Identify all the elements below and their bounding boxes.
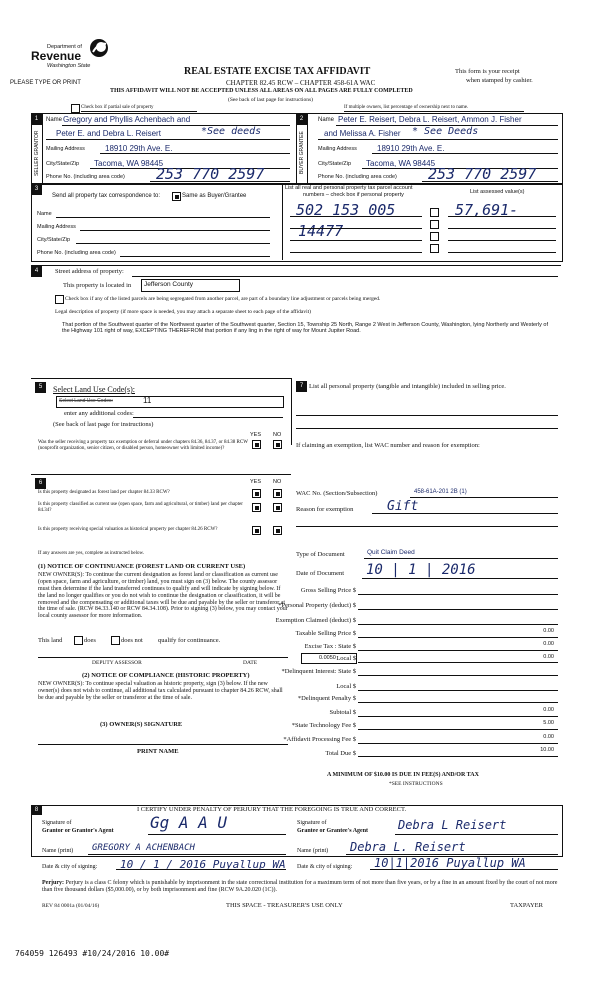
grantee-name-label: Name (print): [297, 848, 329, 854]
grantee-date-city[interactable]: 10|1|2016 Puyallup WA: [374, 856, 526, 870]
fee-personal-label: *Personal Property (deduct) $: [278, 602, 356, 609]
fee-excise-local-label: Local $: [336, 655, 356, 662]
section-6-badge: 6: [35, 478, 46, 489]
historic-no-checkbox[interactable]: [273, 526, 282, 535]
doc-date-label: Date of Document: [296, 570, 345, 577]
grantee-sig-label-1: Signature of: [297, 820, 327, 826]
personal-property-list-label: List all personal property (tangible and intangible) included in selling price.: [309, 383, 506, 390]
doc-type-label: Type of Document: [296, 551, 345, 558]
current-use-question: Is this property classified as current use (open space, farm and agricultural, or timber) land per chapter 84.34?: [38, 502, 243, 513]
fee-exemption-label: Exemption Claimed (deduct) $: [275, 617, 356, 624]
seller-name-1[interactable]: Gregory and Phyllis Achenbach and: [63, 115, 191, 124]
s3-phone-label: Phone No. (including area code): [37, 250, 116, 256]
personal-property-checkbox-1[interactable]: [430, 208, 439, 217]
section-3-badge: 3: [31, 183, 42, 195]
s6-no: NO: [273, 479, 282, 485]
land-use-select-placeholder: Select Land Use Codes:: [59, 398, 113, 404]
county-value: Jefferson County: [144, 281, 194, 288]
certify-statement: I CERTIFY UNDER PENALTY OF PERJURY THAT THE FOREGOING IS TRUE AND CORRECT.: [137, 806, 407, 813]
fee-taxable-value[interactable]: 0.00: [543, 628, 554, 634]
buyer-mailing[interactable]: 18910 29th Ave. E.: [377, 144, 445, 153]
this-land-label: This land: [38, 637, 63, 644]
buyer-name-2[interactable]: and Melissa A. Fisher: [324, 129, 401, 138]
section-2-badge: 2: [296, 113, 307, 125]
exempt-no-checkbox[interactable]: [273, 440, 282, 449]
partial-sale-checkbox[interactable]: [71, 104, 80, 113]
personal-property-checkbox-2[interactable]: [430, 220, 439, 229]
dept-line2: Revenue: [31, 49, 82, 63]
seller-city-label: City/State/Zip: [46, 161, 80, 167]
treasurer-stamp: 764059 126493 #10/24/2016 10.00#: [15, 949, 170, 958]
land-does-label: does: [84, 637, 96, 644]
section-4-badge: 4: [31, 265, 42, 277]
s5-no: NO: [273, 432, 282, 438]
assessed-header: List assessed value(s): [470, 189, 525, 195]
dept-line3: Washington State: [47, 63, 91, 69]
land-use-code: 11: [143, 396, 152, 405]
buyer-phone[interactable]: 253 770 2597: [428, 165, 537, 183]
forest-yes-checkbox[interactable]: [252, 489, 261, 498]
grantor-name-print[interactable]: GREGORY A ACHENBACH: [92, 843, 195, 853]
fee-delinquent-local-label: Local $: [336, 683, 356, 690]
fee-technology-label: *State Technology Fee $: [291, 722, 356, 729]
parcel-header-2: numbers – check box if personal property: [303, 192, 404, 198]
seller-see-deeds: *See deeds: [201, 126, 262, 137]
treasurer-space: THIS SPACE - TREASURER'S USE ONLY: [226, 902, 343, 909]
fee-taxable-label: Taxable Selling Price $: [295, 630, 356, 637]
section-5-badge: 5: [35, 382, 46, 393]
exempt-yes-checkbox[interactable]: [252, 440, 261, 449]
fee-gross-label: Gross Selling Price $: [300, 587, 356, 594]
owner-signature-label: (3) OWNER(S) SIGNATURE: [100, 721, 183, 728]
doc-date[interactable]: 10 | 1 | 2016: [366, 562, 476, 578]
personal-property-checkbox-3[interactable]: [430, 232, 439, 241]
perjury-text: Perjury is a class C felony which is punishable by imprisonment in the state correctional institution for a maximum term of not more than five years, or by a fine in an amount fixed by the court of not more than five thousand dollars ($5,000.00), or by both imprisonment and fine (RCW 9A.20.020 (1C)).: [42, 880, 558, 893]
buyer-see-deeds: * See Deeds: [412, 126, 479, 137]
seller-city[interactable]: Tacoma, WA 98445: [94, 159, 164, 168]
minimum-due-line1: A MINIMUM OF $10.00 IS DUE IN FEE(S) AND/OR TAX: [327, 772, 479, 778]
s5-yes: YES: [250, 432, 262, 438]
fee-processing-value[interactable]: 0.00: [543, 734, 554, 740]
land-does-checkbox[interactable]: [74, 636, 83, 645]
dept-line1: Department of: [47, 44, 82, 50]
fee-total-value[interactable]: 10.00: [540, 747, 554, 753]
if-any-yes: If any answers are yes, complete as instructed below.: [38, 551, 145, 556]
buyer-grantee-side: BUYER GRANTEE: [299, 131, 305, 175]
historic-yes-checkbox[interactable]: [252, 526, 261, 535]
buyer-city-label: City/State/Zip: [318, 161, 352, 167]
doc-type[interactable]: Quit Claim Deed: [367, 549, 415, 556]
fee-processing-label: *Affidavit Processing Fee $: [283, 736, 356, 743]
same-as-buyer-checkbox[interactable]: [172, 192, 181, 201]
deputy-assessor-label: DEPUTY ASSESSOR: [92, 660, 142, 666]
grantee-signature[interactable]: Debra L Reisert: [398, 818, 507, 832]
street-address-label: Street address of property:: [55, 268, 124, 275]
grantee-sig-label-2: Grantee or Grantee's Agent: [297, 828, 369, 834]
segregated-checkbox[interactable]: [55, 295, 64, 304]
grantor-signature[interactable]: Gg A A U: [150, 813, 228, 832]
chapter-line: CHAPTER 82.45 RCW – CHAPTER 458-61A WAC: [226, 79, 376, 87]
grantee-name-print[interactable]: Debra L. Reisert: [350, 840, 466, 854]
fee-subtotal-label: Subtotal $: [329, 709, 356, 716]
fee-delinquent-state-label: *Delinquent Interest: State $: [281, 668, 356, 675]
see-back-line: (See back of last page for instructions): [228, 97, 313, 103]
forest-no-checkbox[interactable]: [273, 489, 282, 498]
seller-phone-label: Phone No. (including area code): [46, 174, 125, 180]
fee-subtotal-value[interactable]: 0.00: [543, 707, 554, 713]
form-title: REAL ESTATE EXCISE TAX AFFIDAVIT: [184, 66, 371, 77]
grantor-sig-label-1: Signature of: [42, 820, 72, 826]
receipt-line1: This form is your receipt: [455, 68, 520, 75]
revenue-logo-icon: [89, 38, 109, 58]
personal-property-checkbox-4[interactable]: [430, 244, 439, 253]
same-as-buyer-label: Same as Buyer/Grantee: [182, 193, 247, 199]
seller-mailing-label: Mailing Address: [46, 146, 85, 152]
qualify-label: qualify for continuance.: [158, 637, 221, 644]
parcel-header-1: List all real and personal property tax parcel account: [285, 185, 413, 191]
fee-excise-state-label: Excise Tax : State $: [304, 643, 356, 650]
buyer-city[interactable]: Tacoma, WA 98445: [366, 159, 436, 168]
s3-mailing-label: Mailing Address: [37, 224, 76, 230]
legal-desc-label: Legal description of property (if more space is needed, you may attach a separate sheet to each page of the affidavit): [55, 309, 311, 315]
grantor-date-city-label: Date & city of signing:: [42, 864, 98, 870]
not-accepted-line: THIS AFFIDAVIT WILL NOT BE ACCEPTED UNLESS ALL AREAS ON ALL PAGES ARE FULLY COMPLETED: [110, 88, 413, 94]
receipt-line2: when stamped by cashier.: [466, 77, 533, 84]
fee-technology-value[interactable]: 5.00: [543, 720, 554, 726]
historic-question: Is this property receiving special valuation as historical property per chapter 84.26 RCW?: [38, 527, 218, 532]
wac-number[interactable]: 458-61A-201 2B (1): [414, 489, 467, 495]
local-rate-value: 0.0050: [319, 655, 336, 661]
claiming-exemption-label: If claiming an exemption, list WAC number and reason for exemption:: [296, 442, 480, 449]
notice-compliance-text: NEW OWNER(S): To continue special valuation as historic property, sign (3) below. If the new owner(s) does not wish to continue, all additional tax calculated pursuant to chapter 84.26 RCW, shall be due and payable by the seller or transferor at the time of sale.: [38, 681, 283, 701]
fee-total-label: Total Due $: [325, 750, 356, 757]
exemption-reason-label: Reason for exemption: [296, 506, 354, 513]
section-1-badge: 1: [31, 113, 42, 125]
parcel-1[interactable]: 502 153 005: [296, 201, 396, 219]
current-use-no-checkbox[interactable]: [273, 503, 282, 512]
print-name-label: PRINT NAME: [137, 748, 179, 755]
s3-city-label: City/State/Zip: [37, 237, 71, 243]
seller-grantor-side: SELLER GRANTOR: [34, 130, 40, 176]
section-7-badge: 7: [296, 381, 307, 392]
rev-form-number: REV 84 0001a (01/04/16): [42, 903, 100, 909]
seller-name-label: Name: [46, 117, 63, 123]
partial-sale-label: Check box if partial sale of property: [81, 105, 154, 110]
grantor-name-label: Name (print): [42, 848, 74, 854]
grantee-date-city-label: Date & city of signing:: [297, 864, 353, 870]
buyer-name-1[interactable]: Peter E. Reisert, Debra L. Reisert, Ammon J. Fisher: [338, 115, 522, 124]
exemption-question: Was the seller receiving a property tax exemption or deferral under chapters 84.36, 84.37, or 84.38 RCW (nonprofit organization, senior citizen, or disabled person, homeowner with limited income)?: [38, 440, 248, 451]
notice-compliance-title: (2) NOTICE OF COMPLIANCE (HISTORIC PROPERTY): [82, 672, 250, 679]
s5-see-back: (See back of last page for instructions): [53, 421, 154, 428]
s6-yes: YES: [250, 479, 262, 485]
land-does-not-label: does not: [121, 637, 143, 644]
select-land-use-label: Select Land Use Code(s):: [53, 385, 135, 394]
seller-mailing[interactable]: 18910 29th Ave. E.: [105, 144, 173, 153]
send-correspondence: Send all property tax correspondence to:: [52, 193, 161, 199]
assessed-1[interactable]: 57,691-: [455, 201, 519, 219]
seller-phone[interactable]: 253 770 2597: [156, 165, 265, 183]
minimum-due-line2: *SEE INSTRUCTIONS: [389, 781, 443, 787]
multiple-owners-note: If multiple owners, list percentage of ownership next to name.: [344, 105, 469, 110]
owner-signature-line[interactable]: [38, 744, 288, 745]
buyer-name-label: Name: [318, 117, 335, 123]
perjury-note: [42, 880, 562, 894]
current-use-yes-checkbox[interactable]: [252, 503, 261, 512]
buyer-phone-label: Phone No. (including area code): [318, 174, 397, 180]
land-does-not-checkbox[interactable]: [111, 636, 120, 645]
county-field[interactable]: [141, 279, 240, 292]
forest-land-question: Is this property designated as forest land per chapter 84.33 RCW?: [38, 490, 170, 495]
located-in-label: This property is located in: [63, 282, 132, 289]
notice-continuance-text: NEW OWNER(S): To continue the current designation as forest land or classification as current use (open space, farm and agriculture, or timber) land, you must sign on (3) below. The county assessor must then determine if the land transferred continues to qualify and will indicate by signing below. If the land no longer qualifies or you do not wish to continue the designation or classification, it will be removed and the compensating or additional taxes will be due and payable by the seller or transferor at the time of sale. (RCW 84.33.140 or RCW 84.34.108). Prior to signing (3) below, you may contact your local county assessor for more information.: [38, 572, 288, 620]
land-use-select[interactable]: [56, 396, 284, 408]
fee-excise-state-value[interactable]: 0.00: [543, 641, 554, 647]
additional-codes-label: enter any additional codes:: [64, 410, 134, 417]
section-8-badge: 8: [31, 805, 42, 815]
buyer-mailing-label: Mailing Address: [318, 146, 357, 152]
legal-description[interactable]: That portion of the Southwest quarter of the Northwest quarter of the Southwest quarter, Section 15, Township 25 North, Range 2 West in Jefferson County, Washington, lying Northerly and Westerly of the Highway 101 right of way, EXCEPTING THEREFROM that portion if any ling in the right of way for Mount Jupiter Road.: [62, 322, 548, 335]
please-type: PLEASE TYPE OR PRINT: [10, 80, 81, 86]
s3-name-label: Name: [37, 211, 52, 217]
perjury-label: Perjury:: [42, 880, 64, 886]
fee-excise-local-value[interactable]: 0.00: [543, 654, 554, 660]
parcel-2[interactable]: 14477: [298, 222, 344, 240]
assessor-date-label: DATE: [243, 660, 258, 666]
notice-continuance-title: (1) NOTICE OF CONTINUANCE (FOREST LAND OR CURRENT USE): [38, 563, 246, 570]
exemption-reason[interactable]: Gift: [387, 499, 419, 514]
fee-penalty-label: *Delinquent Penalty $: [297, 695, 356, 702]
grantor-sig-label-2: Grantor or Grantor's Agent: [42, 828, 114, 834]
grantor-date-city[interactable]: 10 / 1 / 2016 Puyallup WA: [120, 858, 286, 871]
taxpayer-copy: TAXPAYER: [510, 902, 543, 909]
seller-name-2[interactable]: Peter E. and Debra L. Reisert: [56, 129, 161, 138]
wac-label: WAC No. (Section/Subsection): [296, 490, 378, 497]
segregated-label: Check box if any of the listed parcels are being segregated from another parcel, are part of a boundary line adjustment or parcels being merged.: [65, 296, 381, 302]
